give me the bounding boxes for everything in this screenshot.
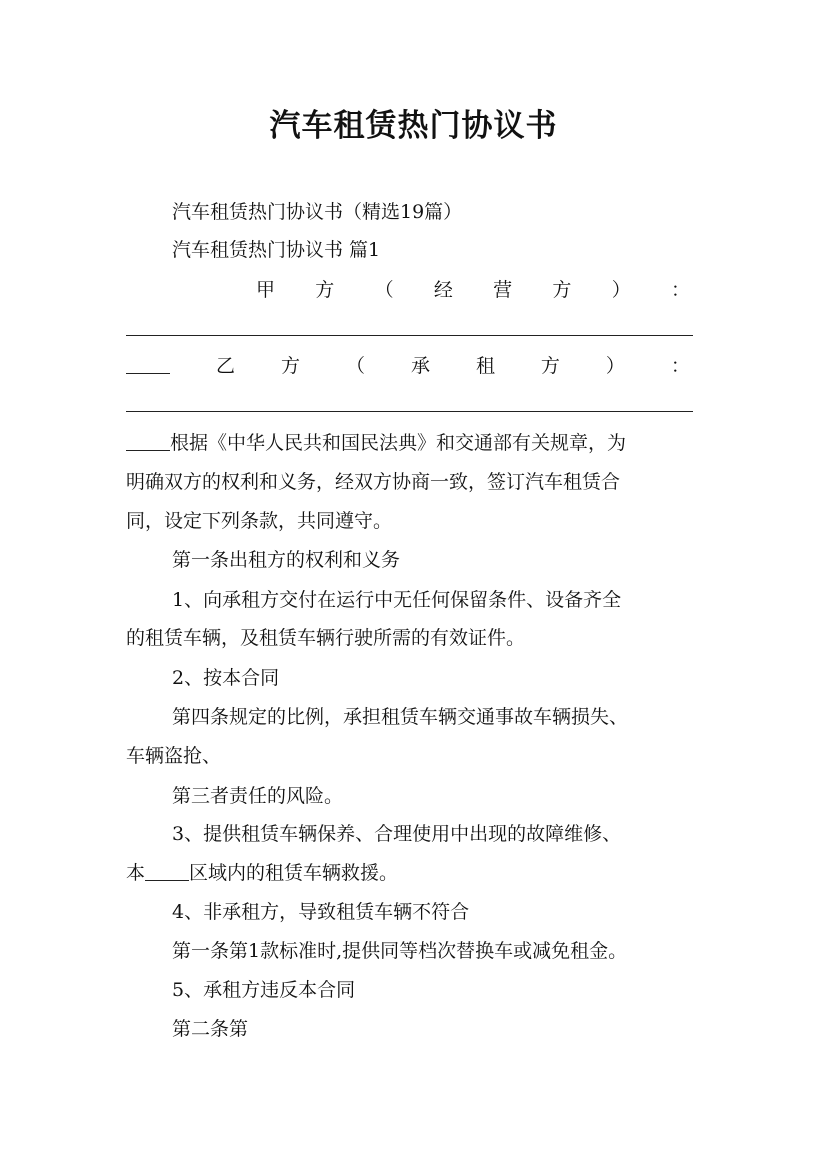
party-a-char: ）	[611, 279, 631, 301]
party-a-char: 甲	[256, 279, 276, 301]
item-4-line-1: 4、非承租方，导致租赁车辆不符合	[172, 901, 470, 923]
party-b-char: 方	[280, 355, 300, 377]
party-a-char: 经	[433, 279, 453, 301]
party-a-char: 方	[315, 279, 335, 301]
party-a-char: 方	[552, 279, 572, 301]
party-b-label	[216, 352, 690, 380]
party-b-char: ：	[670, 355, 690, 377]
party-a-char: ：	[670, 279, 690, 301]
preamble-line-2: 明确双方的权利和义务，经双方协商一致，签订汽车租赁合	[126, 471, 621, 493]
item-3-line-2: 本 区域内的租赁车辆救援。	[126, 862, 399, 884]
item-1-line-2: 的租赁车辆，及租赁车辆行驶所需的有效证件。	[126, 627, 526, 649]
item-2-line-4: 第三者责任的风险。	[172, 785, 344, 807]
party-b-char: 承	[410, 355, 430, 377]
item-5-line-2: 第二条第	[172, 1018, 249, 1040]
party-b-char: ）	[605, 355, 625, 377]
item-4-line-2: 第一条第1款标准时,提供同等档次替换车或减免租金。	[172, 940, 628, 962]
item-3-line-1: 3、提供租赁车辆保养、合理使用中出现的故障维修、	[172, 823, 622, 845]
document-title: 汽车租赁热门协议书	[269, 108, 558, 144]
party-b-char: （	[345, 355, 365, 377]
item-5-line-1: 5、承租方违反本合同	[172, 979, 356, 1001]
chapter-line: 汽车租赁热门协议书 篇1	[172, 239, 381, 261]
party-a-char: （	[374, 279, 394, 301]
party-a-char: 营	[493, 279, 513, 301]
article-1-heading: 第一条出租方的权利和义务	[172, 549, 401, 571]
party-b-char: 租	[475, 355, 495, 377]
blank-field	[145, 862, 189, 881]
party-a-blank-line	[126, 335, 693, 336]
item-2-line-3: 车辆盗抢、	[126, 745, 222, 767]
blank-field	[126, 432, 170, 451]
party-a-blank-tail	[126, 373, 170, 374]
item-2-line-1: 2、按本合同	[172, 667, 280, 689]
item-1-line-1: 1、向承租方交付在运行中无任何保留条件、设备齐全	[172, 589, 622, 611]
party-b-char: 乙	[216, 355, 236, 377]
preamble-line-3: 同，设定下列条款，共同遵守。	[126, 510, 393, 532]
item-2-line-2: 第四条规定的比例，承担租赁车辆交通事故车辆损失、	[172, 706, 629, 728]
preamble-line-1: 根据《中华人民共和国民法典》和交通部有关规章，为	[126, 429, 716, 457]
collection-line: 汽车租赁热门协议书（精选19篇）	[172, 201, 463, 223]
party-a-label	[256, 276, 690, 304]
party-b-char: 方	[540, 355, 560, 377]
party-b-blank-line	[126, 411, 693, 412]
